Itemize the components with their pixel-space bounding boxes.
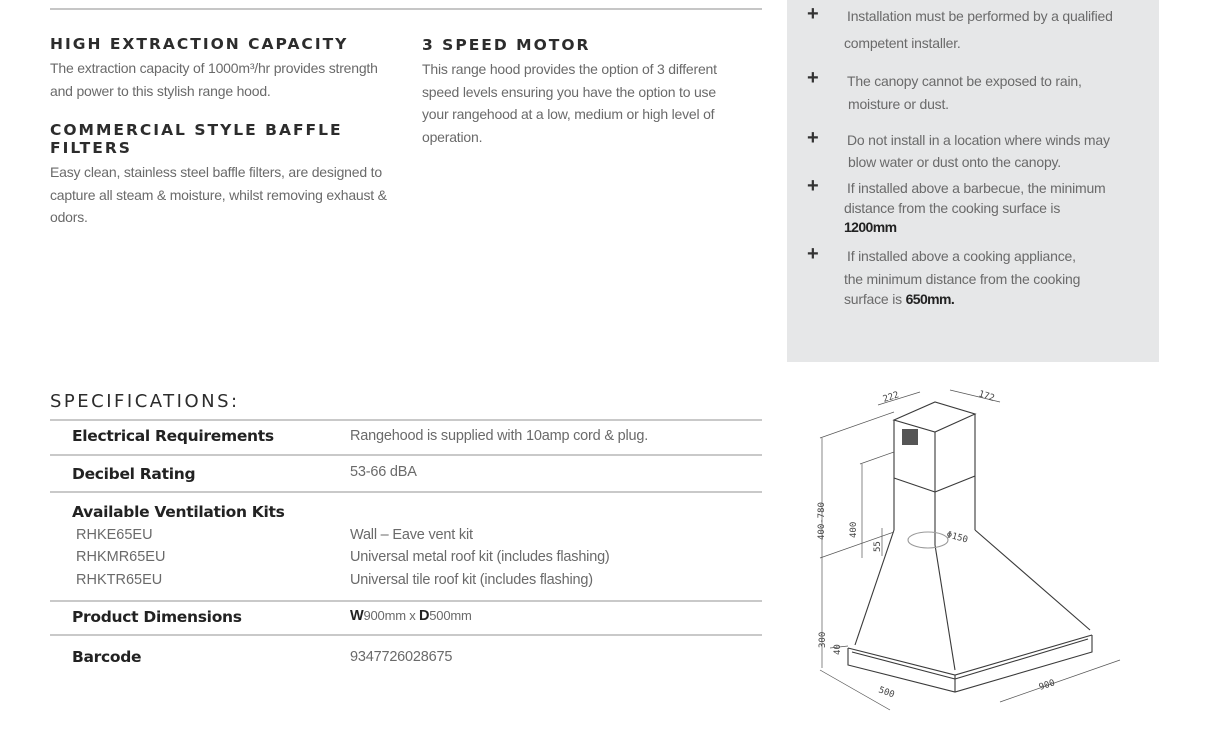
feature-title: COMMERCIAL STYLE BAFFLE FILTERS bbox=[50, 121, 343, 157]
dim-offset: 55 bbox=[873, 541, 883, 552]
kit-description: Universal tile roof kit (includes flashing) bbox=[350, 572, 593, 588]
note-line: distance from the cooking surface is bbox=[844, 200, 1061, 216]
plus-icon: + bbox=[807, 3, 819, 25]
spec-row-barcode bbox=[50, 634, 762, 676]
note-emphasis: 650mm. bbox=[905, 291, 955, 307]
installation-notes-panel bbox=[787, 0, 1159, 362]
kit-code: RHKTR65EU bbox=[76, 572, 163, 588]
plus-icon: + bbox=[807, 67, 819, 89]
dim-chimney-depth: 172 bbox=[977, 389, 996, 404]
specifications-table bbox=[50, 419, 762, 676]
feature-body: The extraction capacity of 1000m³/hr provides strength and power to this stylish range hood. bbox=[50, 60, 378, 99]
note-line: Do not install in a location where winds may bbox=[847, 132, 1110, 148]
spec-value: 9347726028675 bbox=[350, 649, 453, 665]
dim-depth: 500 bbox=[876, 685, 896, 701]
feature-title: HIGH EXTRACTION CAPACITY bbox=[50, 35, 349, 53]
feature-speed-motor bbox=[422, 36, 737, 148]
feature-high-extraction bbox=[50, 35, 400, 102]
feature-baffle-filters bbox=[50, 121, 400, 229]
note-line: the minimum distance from the cooking bbox=[844, 271, 1081, 287]
note-line: If installed above a cooking appliance, bbox=[847, 248, 1076, 264]
plus-icon: + bbox=[807, 127, 819, 149]
rangehood-dimension-diagram bbox=[800, 380, 1140, 730]
top-divider bbox=[50, 8, 762, 10]
kit-description: Wall – Eave vent kit bbox=[350, 527, 473, 543]
spec-label: Barcode bbox=[72, 648, 142, 666]
feature-body: Easy clean, stainless steel baffle filters, are designed to capture all steam & moisture, whilst removing exhaust & odors. bbox=[50, 164, 387, 225]
spec-row-dimensions bbox=[50, 600, 762, 634]
spec-value: 53-66 dBA bbox=[350, 464, 417, 480]
dim-width: 900 bbox=[1037, 678, 1057, 693]
spec-label: Electrical Requirements bbox=[72, 427, 274, 445]
note-line: The canopy cannot be exposed to rain, bbox=[847, 73, 1082, 89]
note-line: surface is bbox=[844, 291, 906, 307]
note-line: competent installer. bbox=[844, 35, 961, 51]
note-line: Installation must be performed by a qualified bbox=[847, 8, 1113, 24]
dim-chimney-width: 222 bbox=[881, 390, 901, 405]
feature-title: 3 SPEED MOTOR bbox=[422, 36, 591, 54]
note-line: moisture or dust. bbox=[848, 96, 949, 112]
feature-body: This range hood provides the option of 3 different speed levels ensuring you have the option to use your rangehood at a low, medium or high level of operation. bbox=[422, 61, 717, 145]
spec-label: Decibel Rating bbox=[72, 465, 196, 483]
dim-duct: Φ150 bbox=[945, 530, 969, 546]
note-line: If installed above a barbecue, the minimum bbox=[847, 180, 1106, 196]
note-emphasis: 1200mm bbox=[844, 219, 897, 235]
diagram-drawing bbox=[800, 380, 1140, 730]
dim-chimney-lower: 400 bbox=[849, 521, 859, 538]
spec-row-decibel bbox=[50, 454, 762, 491]
dim-rim: 40 bbox=[833, 644, 843, 655]
spec-row-ventilation-kits bbox=[50, 491, 762, 600]
kit-description: Universal metal roof kit (includes flashing) bbox=[350, 549, 610, 565]
spec-value: W900mm x D500mm bbox=[350, 608, 472, 624]
plus-icon: + bbox=[807, 175, 819, 197]
note-line: blow water or dust onto the canopy. bbox=[848, 154, 1061, 170]
plus-icon: + bbox=[807, 243, 819, 265]
kit-code: RHKE65EU bbox=[76, 527, 153, 543]
spec-label: Available Ventilation Kits bbox=[72, 503, 285, 521]
dim-total-height: 400-780 bbox=[817, 502, 827, 540]
dim-canopy-height: 300 bbox=[818, 631, 828, 648]
spec-value: Rangehood is supplied with 10amp cord & plug. bbox=[350, 428, 649, 444]
spec-row-electrical bbox=[50, 419, 762, 454]
kit-code: RHKMR65EU bbox=[76, 549, 166, 565]
specifications-title: SPECIFICATIONS: bbox=[50, 391, 240, 412]
spec-label: Product Dimensions bbox=[72, 608, 242, 626]
